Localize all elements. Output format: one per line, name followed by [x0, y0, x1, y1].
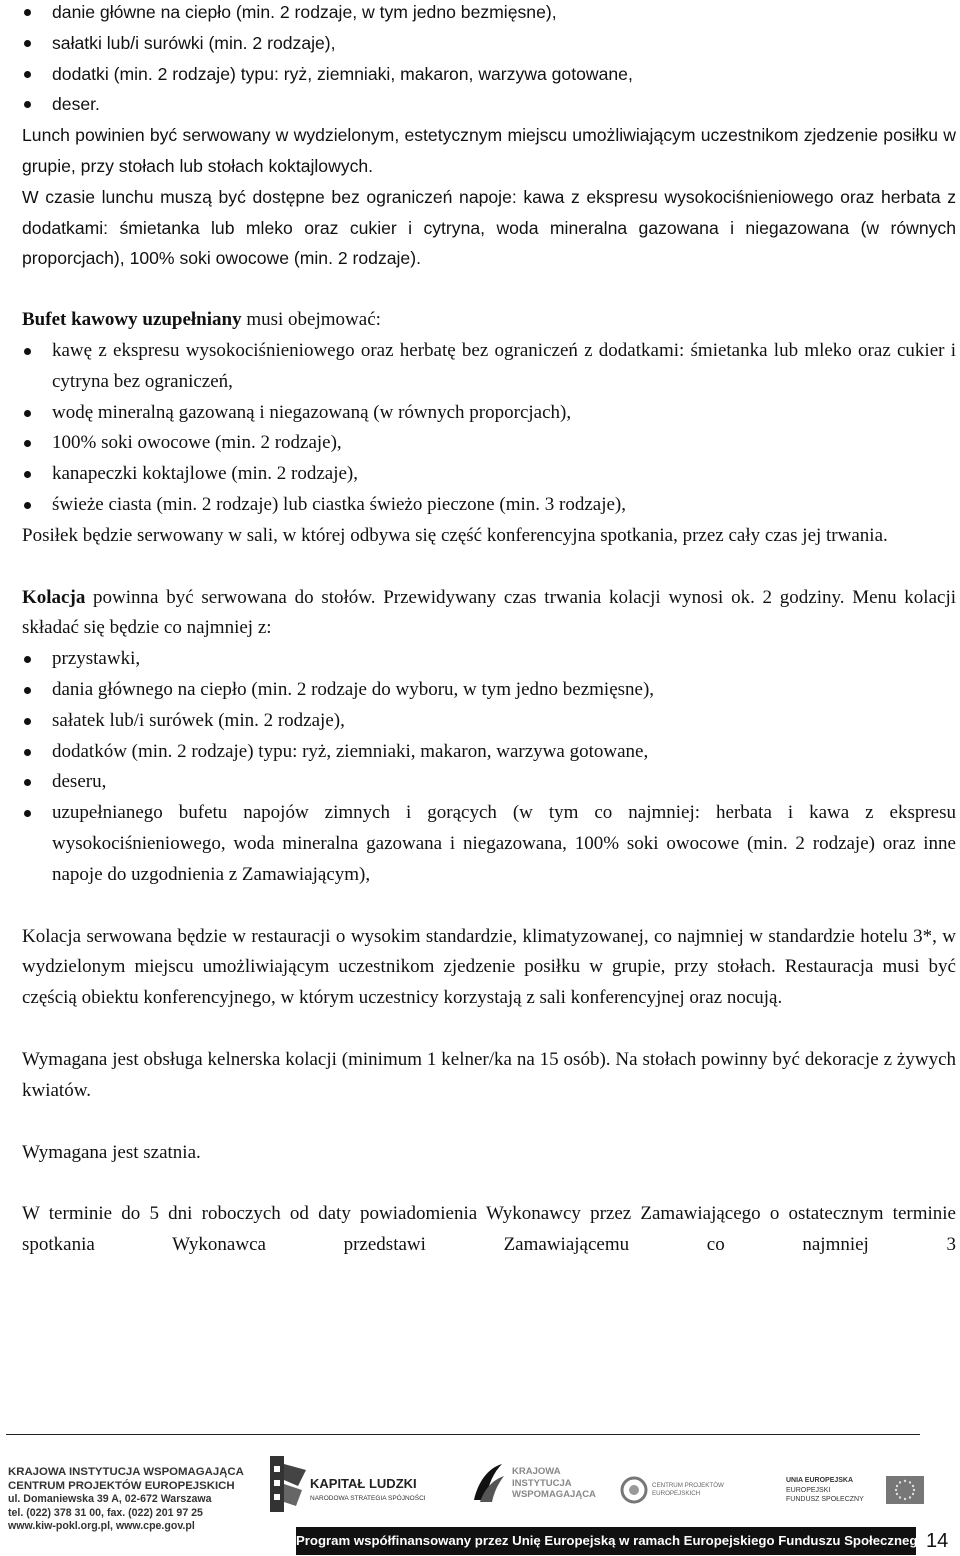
- eu-line: EUROPEJSKI: [786, 1486, 831, 1494]
- list-item: sałatek lub/i surówek (min. 2 rodzaje),: [22, 706, 956, 737]
- buffet-heading-rest: musi obejmować:: [241, 309, 381, 331]
- dinner-intro-bold: Kolacja: [22, 586, 86, 608]
- cpe-line: EUROPEJSKICH: [652, 1489, 701, 1497]
- cpe-line: CENTRUM PROJEKTÓW: [652, 1482, 724, 1489]
- org-line: KRAJOWA INSTYTUCJA WSPOMAGAJĄCA: [8, 1466, 244, 1478]
- buffet-closing: Posiłek będzie serwowany w sali, w której odbywa się część konferencyjna spotkania, przez cały czas jej trwania.: [22, 524, 888, 546]
- page-number: 14: [926, 1530, 949, 1552]
- buffet-heading: [22, 305, 956, 336]
- cpe-emblem-icon: [620, 1476, 648, 1504]
- lunch-paragraph: Lunch powinien być serwowany w wydzielonym, estetycznym miejscu umożliwiającym uczestnikom zjedzenie posiłku w grupie, przy stołach lub stołach koktajlowych.: [22, 125, 956, 176]
- list-item: dodatków (min. 2 rodzaje) typu: ryż, ziemniaki, makaron, warzywa gotowane,: [22, 737, 956, 768]
- list-item: danie główne na ciepło (min. 2 rodzaje, w tym jedno bezmięsne),: [22, 0, 956, 28]
- lunch-drinks-paragraph: W czasie lunchu muszą być dostępne bez ograniczeń napoje: kawa z ekspresu wysokociśnieniowego oraz herbata z dodatkami: śmietanka lub mleko oraz cukier i cytryna, woda mineralna gazowana i niegazowana (w równych proporcjach), 100% soki owocowe (min. 2 rodzaje).: [22, 186, 956, 269]
- kapital-ludzki-emblem-icon: [268, 1456, 308, 1512]
- organization-address: [8, 1466, 244, 1534]
- eu-flag-icon: [886, 1476, 924, 1504]
- list-item: przystawki,: [22, 644, 956, 675]
- dinner-location-paragraph: Kolacja serwowana będzie w restauracji o wysokim standardzie, klimatyzowanej, co najmniej w standardzie hotelu 3*, w wydzielonym miejscu umożliwiającym uczestnikom zjedzenie posiłku w grupie, przy stołach. Restauracja musi być częścią obiektu konferencyjnego, w którym uczestnicy korzystają z sali konferencyjnej oraz nocują.: [22, 925, 956, 1009]
- kapital-ludzki-logo: [268, 1452, 443, 1518]
- list-item: wodę mineralną gazowaną i niegazowaną (w równych proporcjach),: [22, 398, 956, 429]
- eu-logo: [786, 1474, 926, 1514]
- buffet-heading-bold: Bufet kawowy uzupełniany: [22, 309, 242, 331]
- eu-line: FUNDUSZ SPOŁECZNY: [786, 1496, 864, 1503]
- kiw-line: KRAJOWA: [512, 1466, 561, 1477]
- list-item: deser.: [22, 89, 956, 120]
- dinner-intro: [22, 583, 956, 645]
- footer-divider: [6, 1434, 920, 1435]
- org-line: ul. Domaniewska 39 A, 02-672 Warszawa: [8, 1493, 212, 1506]
- kapital-subtitle: NARODOWA STRATEGIA SPÓJNOŚCI: [310, 1495, 426, 1502]
- deadline-paragraph: W terminie do 5 dni roboczych od daty powiadomienia Wykonawcy przez Zamawiającego o ostatecznym terminie spotkania Wykonawca przedstawi Zamawiającemu co najmniej 3: [22, 1203, 956, 1256]
- list-item: świeże ciasta (min. 2 rodzaje) lub ciastka świeżo pieczone (min. 3 rodzaje),: [22, 490, 956, 521]
- org-line: www.kiw-pokl.org.pl, www.cpe.gov.pl: [8, 1520, 195, 1533]
- list-item: kawę z ekspresu wysokociśnieniowego oraz herbatę bez ograniczeń z dodatkami: śmietanka lub mleko oraz cukier i cytryna bez ograniczeń,: [22, 336, 956, 398]
- list-item: 100% soki owocowe (min. 2 rodzaje),: [22, 428, 956, 459]
- kiw-line: WSPOMAGAJĄCA: [512, 1489, 596, 1500]
- buffet-list: [22, 336, 956, 521]
- eu-logo-text: [786, 1476, 864, 1505]
- main-dishes-list: [22, 0, 956, 120]
- kiw-line: INSTYTUCJA: [512, 1477, 572, 1489]
- dinner-list: [22, 644, 956, 890]
- org-line: tel. (022) 378 31 00, fax. (022) 201 97 25: [8, 1506, 203, 1519]
- document-page: [22, 0, 956, 1261]
- kapital-title: KAPITAŁ LUDZKI: [310, 1476, 417, 1491]
- kiw-logo-text: [512, 1466, 596, 1501]
- kiw-emblem-icon: [470, 1462, 506, 1504]
- waiter-service-paragraph: Wymagana jest obsługa kelnerska kolacji (minimum 1 kelner/ka na 15 osób). Na stołach powinny być dekoracje z żywych kwiatów.: [22, 1048, 956, 1101]
- cloakroom-paragraph: Wymagana jest szatnia.: [22, 1141, 201, 1163]
- list-item: uzupełnianego bufetu napojów zimnych i gorących (w tym co najmniej: herbata i kawa z ekspresu wysokociśnieniowego, woda mineralna gazowana i niegazowana, 100% soki owocowe (min. 2 rodzaje) oraz inne napoje do uzgodnienia z Zamawiającym),: [22, 798, 956, 890]
- list-item: deseru,: [22, 767, 956, 798]
- cpe-logo-text: [652, 1482, 724, 1497]
- list-item: dania głównego na ciepło (min. 2 rodzaje do wyboru, w tym jedno bezmięsne),: [22, 675, 956, 706]
- list-item: dodatki (min. 2 rodzaje) typu: ryż, ziemniaki, makaron, warzywa gotowane,: [22, 59, 956, 90]
- dinner-intro-rest: powinna być serwowana do stołów. Przewidywany czas trwania kolacji wynosi ok. 2 godziny. Menu kolacji składać się będzie co najmniej z:: [22, 586, 956, 639]
- kiw-logo: [470, 1462, 600, 1512]
- program-banner: Program współfinansowany przez Unię Europejską w ramach Europejskiego Funduszu Społecznego: [296, 1527, 916, 1555]
- list-item: kanapeczki koktajlowe (min. 2 rodzaje),: [22, 459, 956, 490]
- list-item: sałatki lub/i surówki (min. 2 rodzaje),: [22, 28, 956, 59]
- cpe-logo: [620, 1476, 740, 1510]
- eu-line: UNIA EUROPEJSKA: [786, 1477, 854, 1484]
- org-line: CENTRUM PROJEKTÓW EUROPEJSKICH: [8, 1479, 235, 1492]
